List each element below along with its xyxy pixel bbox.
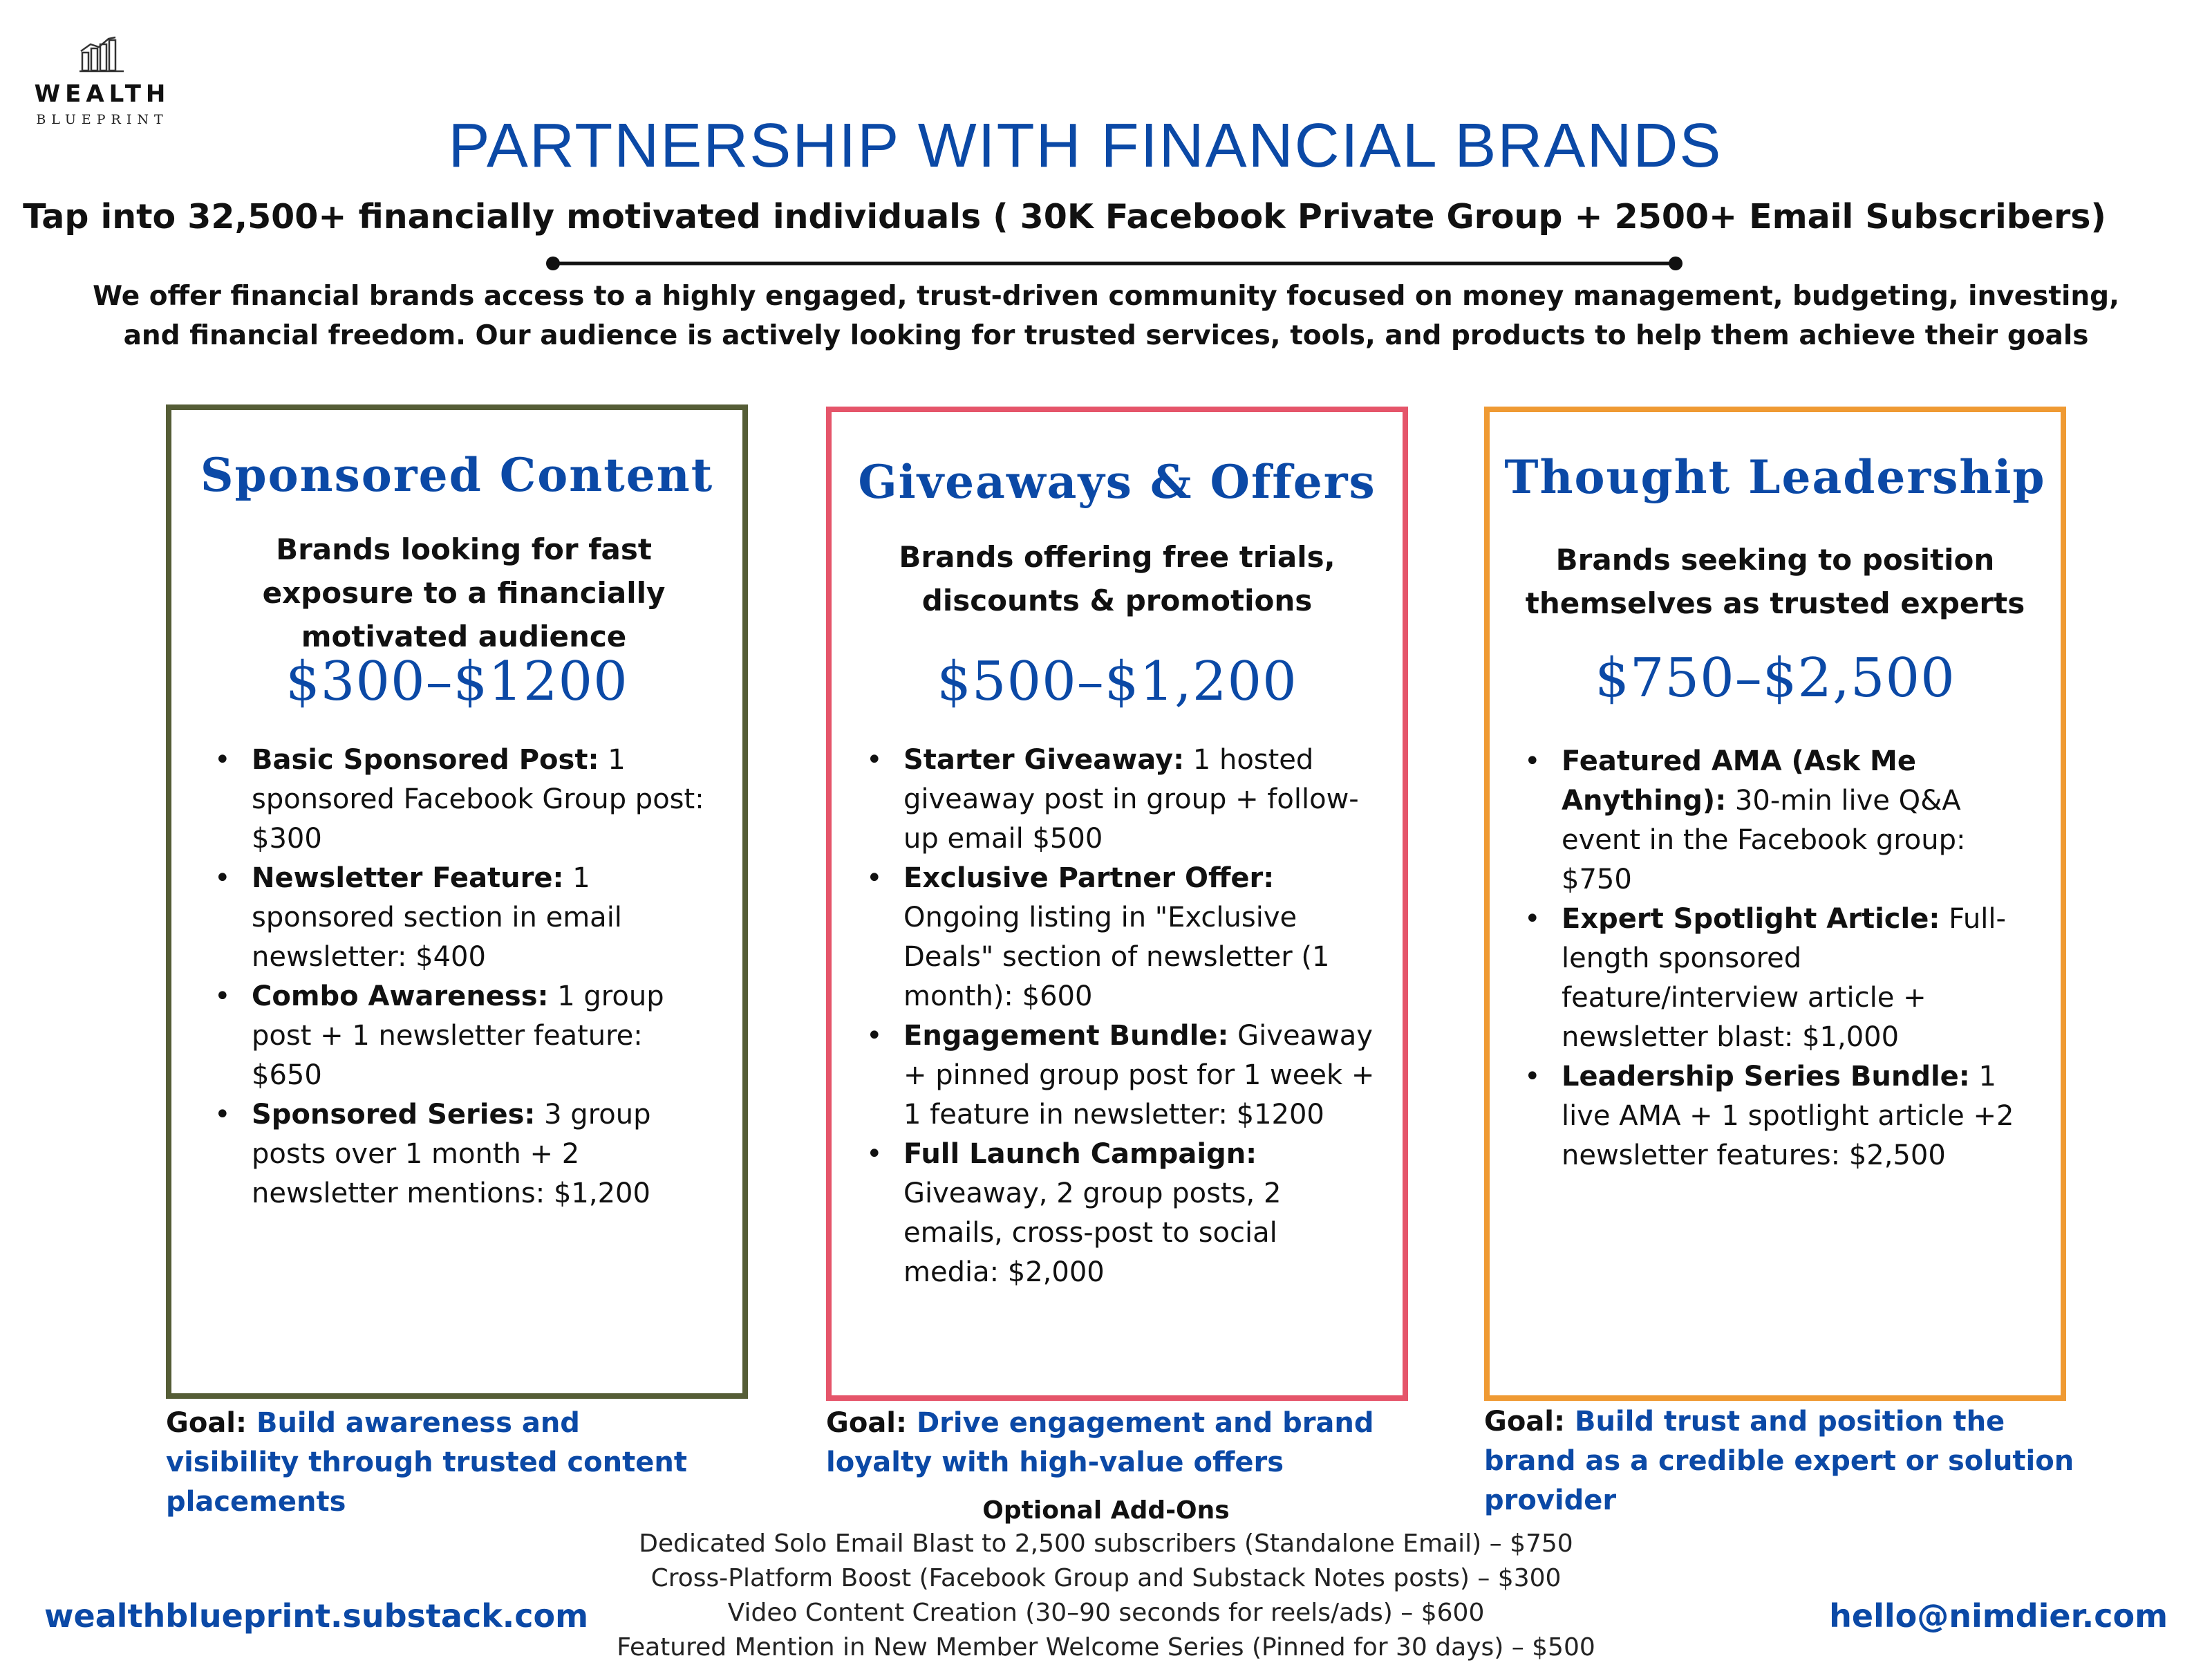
list-item: [214, 977, 715, 1095]
tier-list: [1524, 742, 2033, 1175]
card-title: Sponsored Content: [200, 448, 714, 502]
tier-name: Combo Awareness:: [252, 980, 549, 1012]
tier-name: Exclusive Partner Offer:: [903, 862, 1275, 894]
tier-desc: 1 sponsored Facebook Group post: $300: [252, 744, 704, 855]
tier-name: Basic Sponsored Post:: [252, 744, 599, 776]
goal-label: Goal:: [166, 1407, 247, 1439]
divider-line: [545, 254, 1684, 272]
goal-label: Goal:: [1484, 1406, 1566, 1438]
goal-text: Build awareness and visibility through trusted content placements: [166, 1407, 687, 1518]
brand-name: WEALTH: [34, 80, 171, 108]
building-chart-logo-icon: [78, 35, 126, 73]
list-item: [866, 741, 1375, 859]
tier-name: Expert Spotlight Article:: [1562, 903, 1940, 935]
card-title: Giveaways & Offers: [858, 455, 1376, 509]
brand-subname: BLUEPRINT: [36, 112, 169, 127]
tier-desc: 1 hosted giveaway post in group + follow-up email $500: [903, 744, 1359, 855]
list-item: [866, 859, 1375, 1016]
card-price: $500–$1,200: [937, 651, 1297, 713]
tier-name: Starter Giveaway:: [903, 744, 1185, 776]
card-audience: Brands seeking to position themselves as trusted experts: [1525, 543, 2025, 620]
tier-name: Newsletter Feature:: [252, 862, 564, 894]
list-item: [1524, 1057, 2033, 1175]
list-item: [214, 859, 715, 977]
tier-name: Full Launch Campaign:: [903, 1138, 1257, 1170]
card-thought-leadership: [1484, 407, 2066, 1401]
addon-item: Dedicated Solo Email Blast to 2,500 subscribers (Standalone Email) – $750: [639, 1529, 1573, 1558]
tier-desc: Giveaway + pinned group post for 1 week + 1 feature in newsletter: $1200: [903, 1020, 1375, 1131]
goal-text: Build trust and position the brand as a credible expert or solution provider: [1484, 1406, 2074, 1516]
goal-label: Goal:: [826, 1407, 908, 1439]
goal-text: Drive engagement and brand loyalty with high-value offers: [826, 1407, 1374, 1478]
page-title: PARTNERSHIP WITH FINANCIAL BRANDS: [448, 111, 1723, 180]
optional-addons: [0, 1495, 2212, 1665]
tier-name: Engagement Bundle:: [903, 1020, 1229, 1052]
list-item: [1524, 900, 2033, 1057]
tier-desc: Full-length sponsored feature/interview article + newsletter blast: $1,000: [1562, 903, 2006, 1053]
list-item: [1524, 742, 2033, 900]
tier-list: [866, 741, 1375, 1292]
tier-desc: 1 live AMA + 1 spotlight article +2 newsletter features: $2,500: [1562, 1061, 2014, 1171]
addon-item: Cross-Platform Boost (Facebook Group and Substack Notes posts) – $300: [650, 1564, 1562, 1592]
list-item: [214, 741, 715, 859]
tier-desc: 1 group post + 1 newsletter feature: $650: [252, 980, 664, 1091]
tier-desc: Ongoing listing in "Exclusive Deals" section of newsletter (1 month): $600: [903, 902, 1330, 1012]
card-price: $750–$2,500: [1595, 647, 1956, 709]
addon-item: Featured Mention in New Member Welcome Series (Pinned for 30 days) – $500: [617, 1633, 1595, 1662]
tier-name: Sponsored Series:: [252, 1099, 536, 1131]
intro-paragraph: We offer financial brands access to a highly engaged, trust-driven community focused on money management, budgeting, investing, and financial freedom. Our audience is actively looking for trusted services, tools, and products to help them achieve their goals: [93, 281, 2119, 351]
card-audience: Brands looking for fast exposure to a financially motivated audience: [262, 532, 666, 653]
list-item: [866, 1135, 1375, 1292]
card-audience: Brands offering free trials, discounts & promotions: [899, 540, 1335, 617]
website-link[interactable]: wealthblueprint.substack.com: [44, 1597, 589, 1635]
list-item: [866, 1016, 1375, 1135]
tier-desc: Giveaway, 2 group posts, 2 emails, cross-post to social media: $2,000: [903, 1178, 1282, 1288]
card-sponsored-content: [166, 404, 748, 1399]
addons-title: Optional Add-Ons: [982, 1496, 1230, 1525]
card-giveaways-offers: [826, 407, 1408, 1401]
tier-desc: 1 sponsored section in email newsletter: $400: [252, 862, 622, 973]
tier-name: Leadership Series Bundle:: [1562, 1061, 1970, 1092]
tier-list: [214, 741, 715, 1213]
tier-desc: 3 group posts over 1 month + 2 newsletter mentions: $1,200: [252, 1099, 651, 1209]
card-price: $300–$1200: [285, 651, 628, 713]
page-subtitle: Tap into 32,500+ financially motivated individuals ( 30K Facebook Private Group + 2500+ Email Subscribers): [23, 197, 2106, 236]
addon-item: Video Content Creation (30–90 seconds for reels/ads) – $600: [727, 1599, 1485, 1627]
tier-name: Featured AMA (Ask Me Anything):: [1562, 745, 1916, 817]
list-item: [214, 1095, 715, 1213]
goal-giveaways-offers: [826, 1404, 1379, 1482]
tier-desc: 30-min live Q&A event in the Facebook group: $750: [1562, 785, 1966, 895]
card-title: Thought Leadership: [1504, 450, 2046, 504]
email-link[interactable]: hello@nimdier.com: [1829, 1597, 2168, 1635]
